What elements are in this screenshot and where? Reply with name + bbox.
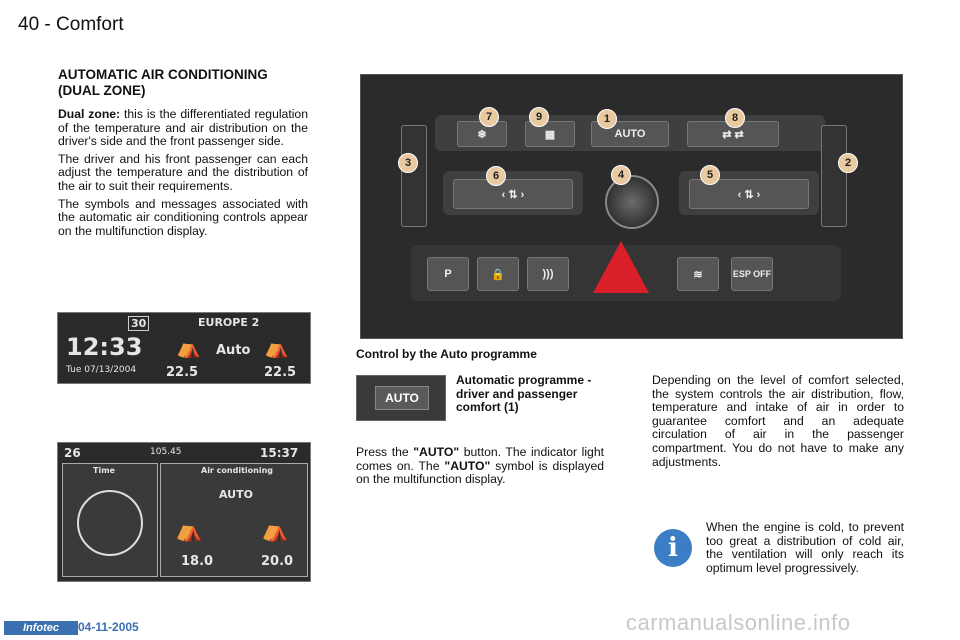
climate-control-panel-photo	[360, 74, 903, 339]
watermark: carmanualsonline.info	[626, 610, 851, 635]
intro-paragraph-1	[58, 108, 308, 149]
callout-3: 3	[398, 153, 418, 173]
display1-seat-left-icon: ⛺	[176, 335, 201, 359]
auto-panel-button: AUTO	[591, 121, 669, 147]
press-text-part2: button. The indicator light comes on. The	[356, 445, 604, 473]
left-distribution-button: ‹ ⇅ ›	[453, 179, 573, 209]
header-separator: -	[44, 14, 51, 35]
press-auto-text	[356, 446, 604, 487]
multifunction-display-1	[57, 312, 311, 384]
auto-button-label: AUTO	[375, 386, 429, 410]
footer-date: 04-11-2005	[78, 620, 139, 634]
info-note: When the engine is cold, to prevent too great a distribution of cold air, the ventilation will only reach its optimum level progressively.	[706, 520, 904, 575]
infotec-logo: Infotec	[4, 621, 78, 635]
hazard-warning-button	[593, 241, 649, 293]
callout-6: 6	[486, 166, 506, 186]
chapter-title: Comfort	[56, 14, 124, 35]
callout-5: 5	[700, 165, 720, 185]
display1-left-temp: 22.5	[166, 365, 199, 380]
photo-caption: Control by the Auto programme	[356, 347, 537, 361]
page-header	[18, 14, 124, 36]
press-text-part3: symbol is displayed on the multifunction display.	[356, 458, 604, 487]
callout-8: 8	[725, 108, 745, 128]
display1-right-temp: 22.5	[264, 365, 297, 380]
callout-2: 2	[838, 153, 858, 173]
page-number: 40	[18, 14, 40, 35]
press-text-part1: Press the	[356, 445, 414, 459]
display2-radio: 105.45	[150, 447, 182, 457]
press-text-auto1: "AUTO"	[413, 445, 460, 459]
alarm-off-button: )))	[527, 257, 569, 291]
display1-radio-station: EUROPE 2	[198, 316, 260, 329]
display1-date: Tue 07/13/2004	[66, 365, 137, 375]
display1-clock: 12:33	[66, 333, 143, 361]
display2-seat-right-icon: ⛺	[261, 518, 289, 543]
press-text-auto2: "AUTO"	[444, 458, 491, 473]
child-lock-button: ≋	[677, 257, 719, 291]
display1-mode: Auto	[216, 343, 251, 358]
callout-4: 4	[611, 165, 631, 185]
fan-speed-knob	[605, 175, 659, 229]
display2-ac-tab: Air conditioning	[201, 466, 273, 475]
esp-off-button: ESP OFF	[731, 257, 773, 291]
windscreen-demist-button: ▦	[525, 121, 575, 147]
display1-temp-box: 30	[128, 316, 149, 331]
section-title: AUTOMATIC AIR CONDITIONING (DUAL ZONE)	[58, 67, 268, 98]
multifunction-display-2	[57, 442, 311, 582]
display1-seat-right-icon: ⛺	[264, 335, 289, 359]
callout-1: 1	[597, 109, 617, 129]
auto-button-photo	[356, 375, 446, 421]
display2-outside-temp: 26	[64, 446, 81, 460]
callout-7: 7	[479, 107, 499, 127]
parking-sensor-button: P	[427, 257, 469, 291]
display2-clock: 15:37	[260, 446, 299, 460]
intro-paragraph-2: The driver and his front passenger can each adjust the temperature and the distribution of the air to suit their requirements.	[58, 151, 308, 193]
display2-mode: AUTO	[219, 488, 253, 501]
intro-text	[58, 108, 308, 242]
auto-programme-heading: Automatic programme - driver and passenger comfort (1)	[456, 373, 592, 415]
dual-zone-definition: this is the differentiated regulation of the temperature and air distribution on the driver's side and the front passenger side.	[58, 107, 308, 149]
intro-paragraph-3: The symbols and messages associated with the automatic air conditioning controls appear on the multifunction display.	[58, 196, 308, 238]
display2-ac-panel	[160, 463, 308, 577]
comfort-description: Depending on the level of comfort selected, the system controls the air distribution, flow, temperature and intake of air in order to guarantee comfort and an adequate circulation of air in the passenger compartment. You do not have to make any adjustments.	[652, 373, 904, 469]
left-temperature-control	[401, 125, 427, 227]
rear-demist-button: ❄	[457, 121, 507, 147]
analog-clock-icon	[77, 490, 143, 556]
central-lock-button: 🔒	[477, 257, 519, 291]
callout-9: 9	[529, 107, 549, 127]
display2-left-temp: 18.0	[181, 554, 214, 569]
right-temperature-control	[821, 125, 847, 227]
display2-right-temp: 20.0	[261, 554, 294, 569]
info-icon: i	[654, 529, 692, 567]
display2-time-tab: Time	[93, 466, 115, 475]
right-distribution-button: ‹ ⇅ ›	[689, 179, 809, 209]
display2-seat-left-icon: ⛺	[175, 518, 203, 543]
dual-zone-label: Dual zone:	[58, 107, 121, 121]
recirculation-button: ⇄ ⇄	[687, 121, 779, 147]
display2-time-panel	[62, 463, 158, 577]
